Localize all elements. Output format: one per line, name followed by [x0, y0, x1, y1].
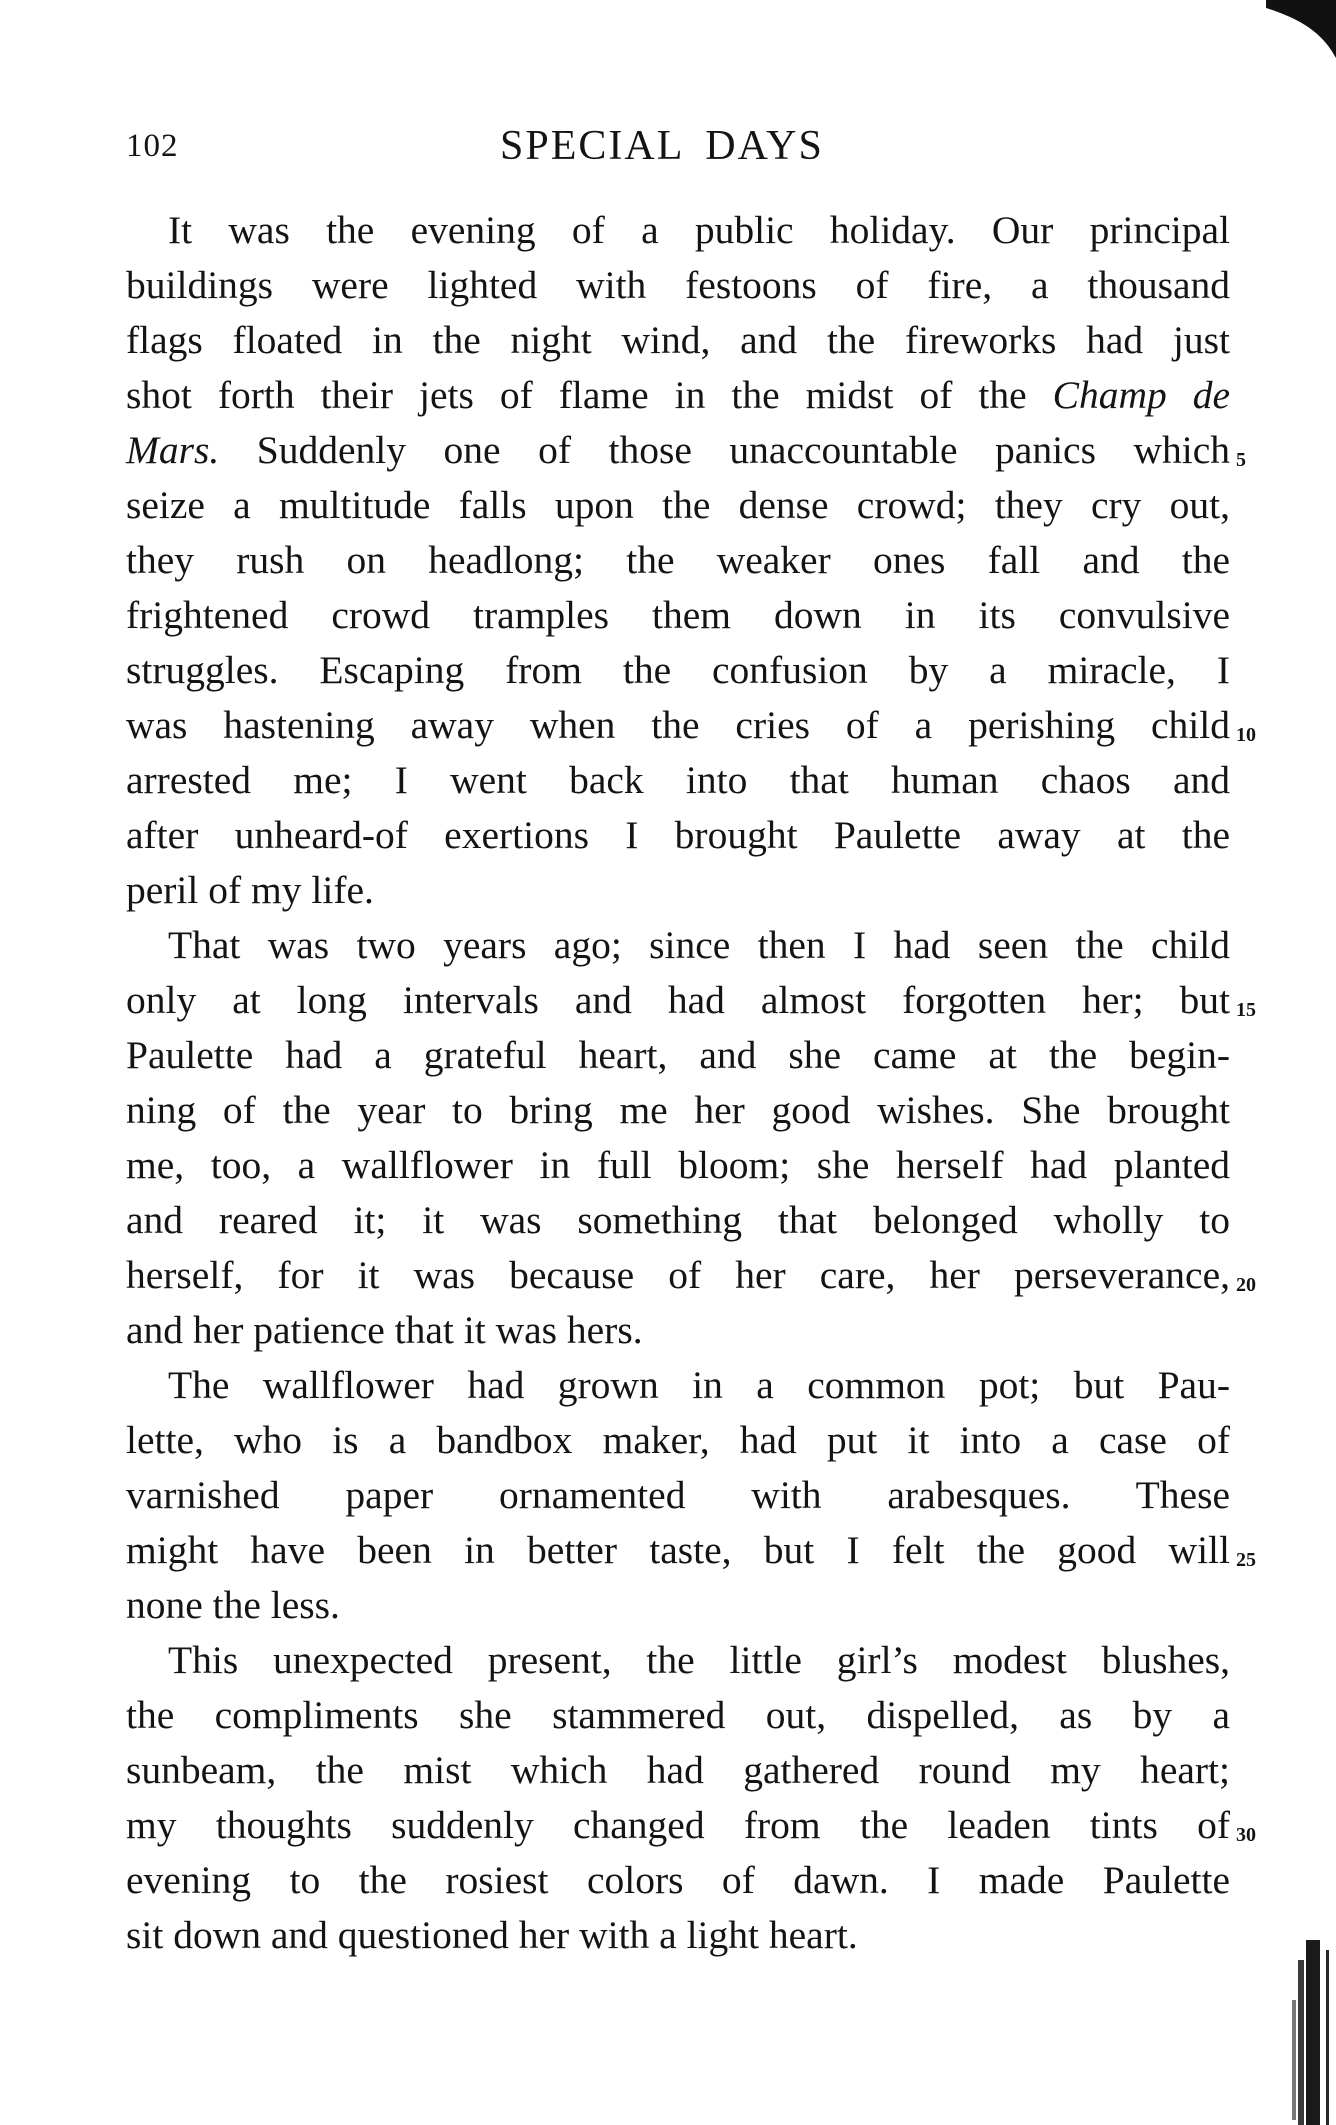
text-line: after unheard-of exertions I brought Paulette away at the	[126, 813, 1230, 857]
line-number-label: 15	[1236, 999, 1256, 1021]
page-number: 102	[126, 128, 179, 164]
text-line: none the less.	[126, 1583, 340, 1627]
text-line: sunbeam, the mist which had gathered round my heart;	[126, 1748, 1230, 1792]
text-line: shot forth their jets of flame in the midst of the Champ de	[126, 373, 1230, 417]
text-line: might have been in better taste, but I felt the good will	[126, 1528, 1230, 1572]
page-corner-mark	[1266, 0, 1336, 60]
text-line: was hastening away when the cries of a perishing child	[126, 703, 1230, 747]
text-line: The wallflower had grown in a common pot; but Pau-	[168, 1363, 1230, 1407]
text-line: That was two years ago; since then I had seen the child	[168, 923, 1230, 967]
text-line: my thoughts suddenly changed from the leaden tints of	[126, 1803, 1230, 1847]
running-head: SPECIAL DAYS	[500, 123, 824, 169]
text-line: ning of the year to bring me her good wishes. She brought	[126, 1088, 1230, 1132]
text-line: evening to the rosiest colors of dawn. I made Paulette	[126, 1858, 1230, 1902]
text-line: only at long intervals and had almost forgotten her; but	[126, 978, 1230, 1022]
line-number	[1236, 698, 1256, 753]
line-number-label: 5	[1236, 449, 1246, 471]
text-line: Mars. Suddenly one of those unaccountable panics which	[126, 428, 1230, 472]
text-line: peril of my life.	[126, 868, 374, 912]
text-line: lette, who is a bandbox maker, had put it into a case of	[126, 1418, 1230, 1462]
page-edge-shadow	[1240, 1940, 1336, 2125]
text-line: the compliments she stammered out, dispelled, as by a	[126, 1693, 1230, 1737]
text-line: This unexpected present, the little girl’s modest blushes,	[168, 1638, 1230, 1682]
text-line: varnished paper ornamented with arabesques. These	[126, 1473, 1230, 1517]
italic-place-name: Mars.	[126, 428, 220, 472]
text-line: buildings were lighted with festoons of fire, a thousand	[126, 263, 1230, 307]
text-line: Paulette had a grateful heart, and she came at the begin-	[126, 1033, 1230, 1077]
line-number	[1236, 973, 1256, 1028]
text-line: and reared it; it was something that belonged wholly to	[126, 1198, 1230, 1242]
text-line: arrested me; I went back into that human chaos and	[126, 758, 1230, 802]
italic-place-name: Champ de	[1052, 373, 1230, 417]
line-number-label: 10	[1236, 724, 1256, 746]
line-number-label: 25	[1236, 1549, 1256, 1571]
line-number	[1236, 1248, 1256, 1303]
line-number-label: 20	[1236, 1274, 1256, 1296]
line-number	[1236, 1798, 1256, 1853]
text-line: herself, for it was because of her care, her perseverance,	[126, 1253, 1230, 1297]
text-line: struggles. Escaping from the confusion by a miracle, I	[126, 648, 1230, 692]
text-line: frightened crowd tramples them down in its convulsive	[126, 593, 1230, 637]
text-line: they rush on headlong; the weaker ones fall and the	[126, 538, 1230, 582]
line-number	[1236, 1523, 1256, 1578]
text-line: It was the evening of a public holiday. Our principal	[168, 208, 1230, 252]
line-number	[1236, 423, 1246, 478]
line-number-label: 30	[1236, 1824, 1256, 1846]
text-line: sit down and questioned her with a light heart.	[126, 1913, 858, 1957]
text-line: seize a multitude falls upon the dense crowd; they cry out,	[126, 483, 1230, 527]
text-line: and her patience that it was hers.	[126, 1308, 643, 1352]
text-line: me, too, a wallflower in full bloom; she herself had planted	[126, 1143, 1230, 1187]
text-line: flags floated in the night wind, and the fireworks had just	[126, 318, 1230, 362]
